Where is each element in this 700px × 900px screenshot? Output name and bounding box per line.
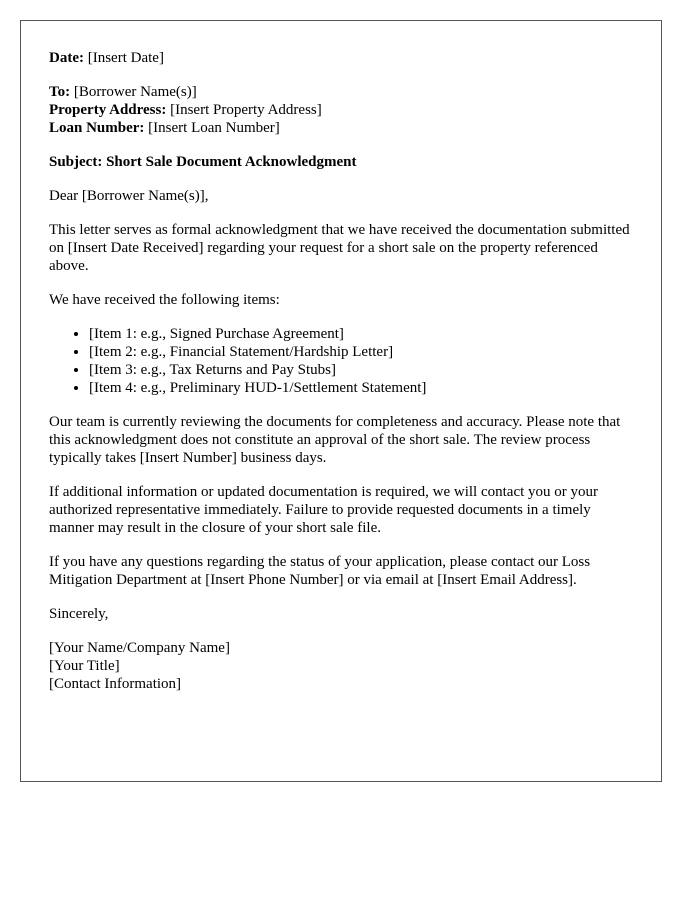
date-value: [Insert Date] — [87, 50, 164, 66]
address-value: [Insert Property Address] — [170, 102, 322, 118]
list-item: • [Item 4: e.g., Preliminary HUD-1/Settlement Statement] — [89, 379, 634, 397]
closing: Sincerely, — [49, 606, 109, 622]
salutation: Dear [Borrower Name(s)], — [49, 188, 209, 204]
signature-block — [49, 639, 634, 693]
subject: Subject: Short Sale Document Acknowledgment — [49, 154, 357, 170]
subject-line — [49, 153, 634, 171]
recipient-block — [49, 83, 634, 137]
list-item: • [Item 2: e.g., Financial Statement/Hardship Letter] — [89, 343, 634, 361]
letter — [20, 20, 662, 782]
loan-label: Loan Number: — [49, 120, 145, 136]
date-line — [49, 49, 634, 67]
address-label: Property Address: — [49, 102, 167, 118]
date-label: Date: — [49, 50, 84, 66]
to-value: [Borrower Name(s)] — [73, 84, 197, 100]
signature-name: [Your Name/Company Name] — [49, 640, 230, 656]
signature-title: [Your Title] — [49, 658, 120, 674]
items-intro: We have received the following items: — [49, 292, 280, 308]
items-list — [49, 325, 634, 397]
additional-info-paragraph: If additional information or updated documentation is required, we will contact you or your authorized representative immediately. Failure to provide requested documents in a timely manner may result in the closure of your short sale file. — [49, 484, 599, 536]
review-paragraph: Our team is currently reviewing the documents for completeness and accuracy. Please note that this acknowledgment does not constitute an approval of the short sale. The review process typically takes [Insert Number] business days. — [49, 414, 621, 466]
list-item: • [Item 1: e.g., Signed Purchase Agreement] — [89, 325, 634, 343]
to-label: To: — [49, 84, 71, 100]
signature-contact: [Contact Information] — [49, 676, 182, 692]
intro-paragraph: This letter serves as formal acknowledgment that we have received the documentation submitted on [Insert Date Received] regarding your request for a short sale on the property referenced above. — [49, 222, 630, 274]
list-item: • [Item 3: e.g., Tax Returns and Pay Stubs] — [89, 361, 634, 379]
loan-value: [Insert Loan Number] — [148, 120, 280, 136]
contact-paragraph: If you have any questions regarding the status of your application, please contact our Loss Mitigation Department at [Insert Phone Number] or via email at [Insert Email Address]. — [49, 554, 591, 588]
